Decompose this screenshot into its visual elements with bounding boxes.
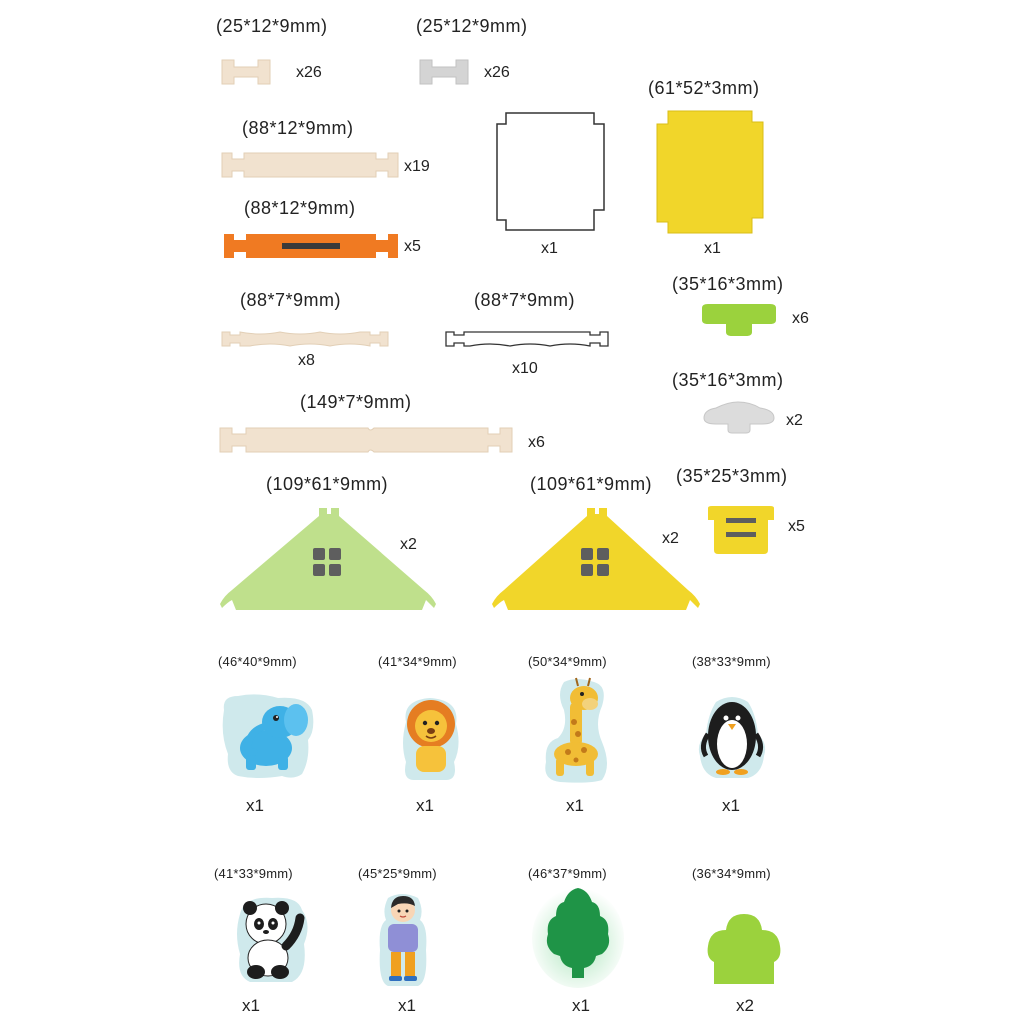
figure-tree-qty: x1 xyxy=(572,996,590,1015)
figure-boy xyxy=(376,890,430,988)
wavy-natural-88-size: (88*7*9mm) xyxy=(240,290,342,310)
figure-elephant xyxy=(218,690,318,782)
figure-elephant-qty: x1 xyxy=(246,796,264,815)
figure-tree xyxy=(530,880,626,990)
figure-penguin-size: (38*33*9mm) xyxy=(692,654,771,669)
beam-orange-88-size: (88*12*9mm) xyxy=(244,198,356,218)
beam-natural-149-size: (149*7*9mm) xyxy=(300,392,412,412)
window-yellow-size: (35*25*3mm) xyxy=(676,466,788,486)
roof-green-qty: x2 xyxy=(400,536,417,553)
wavy-natural-88-qty: x8 xyxy=(298,352,315,369)
beam-natural-88-piece xyxy=(220,150,400,180)
figure-lion-qty: x1 xyxy=(416,796,434,815)
roof-yellow-piece xyxy=(486,506,708,618)
figure-giraffe xyxy=(540,676,614,786)
figure-bush-size: (36*34*9mm) xyxy=(692,866,771,881)
bracket-gray-size: (35*16*3mm) xyxy=(672,370,784,390)
figure-penguin xyxy=(696,694,768,782)
bracket-green-piece xyxy=(700,302,778,338)
figure-panda-qty: x1 xyxy=(242,996,260,1015)
connector-gray-size: (25*12*9mm) xyxy=(416,16,528,36)
connector-gray-qty: x26 xyxy=(484,64,510,81)
figure-penguin-qty: x1 xyxy=(722,796,740,815)
beam-natural-149-piece xyxy=(218,426,514,454)
figure-boy-qty: x1 xyxy=(398,996,416,1015)
figure-lion-size: (41*34*9mm) xyxy=(378,654,457,669)
connector-natural-qty: x26 xyxy=(296,64,322,81)
figure-giraffe-qty: x1 xyxy=(566,796,584,815)
wavy-outline-88-size: (88*7*9mm) xyxy=(474,290,576,310)
wavy-natural-88-piece xyxy=(220,328,390,350)
figure-bush xyxy=(706,912,782,986)
bracket-gray-piece xyxy=(702,400,776,434)
roof-yellow-qty: x2 xyxy=(662,530,679,547)
beam-natural-88-qty: x19 xyxy=(404,158,430,175)
beam-natural-149-qty: x6 xyxy=(528,434,545,451)
figure-elephant-size: (46*40*9mm) xyxy=(218,654,297,669)
beam-natural-88-size: (88*12*9mm) xyxy=(242,118,354,138)
bracket-green-size: (35*16*3mm) xyxy=(672,274,784,294)
roof-yellow-size: (109*61*9mm) xyxy=(530,474,653,494)
figure-giraffe-size: (50*34*9mm) xyxy=(528,654,607,669)
roof-green-piece xyxy=(214,506,444,618)
connector-natural-size: (25*12*9mm) xyxy=(216,16,328,36)
window-yellow-qty: x5 xyxy=(788,518,805,535)
bracket-gray-qty: x2 xyxy=(786,412,803,429)
board-panel-yellow-piece xyxy=(656,110,764,234)
board-panel-outline-qty: x1 xyxy=(541,240,558,257)
figure-boy-size: (45*25*9mm) xyxy=(358,866,437,881)
connector-natural-piece xyxy=(220,58,272,86)
board-panel-yellow-size: (61*52*3mm) xyxy=(648,78,760,98)
wavy-outline-88-piece xyxy=(444,328,610,350)
figure-tree-size: (46*37*9mm) xyxy=(528,866,607,881)
beam-orange-88-piece xyxy=(222,230,400,262)
figure-bush-qty: x2 xyxy=(736,996,754,1015)
connector-gray-piece xyxy=(418,58,470,86)
board-panel-outline-piece xyxy=(496,112,606,232)
window-yellow-piece xyxy=(706,504,776,556)
figure-lion xyxy=(396,694,466,784)
wavy-outline-88-qty: x10 xyxy=(512,360,538,377)
bracket-green-qty: x6 xyxy=(792,310,809,327)
board-panel-yellow-qty: x1 xyxy=(704,240,721,257)
figure-panda-size: (41*33*9mm) xyxy=(214,866,293,881)
figure-panda xyxy=(232,894,312,986)
beam-orange-88-qty: x5 xyxy=(404,238,421,255)
roof-green-size: (109*61*9mm) xyxy=(266,474,389,494)
